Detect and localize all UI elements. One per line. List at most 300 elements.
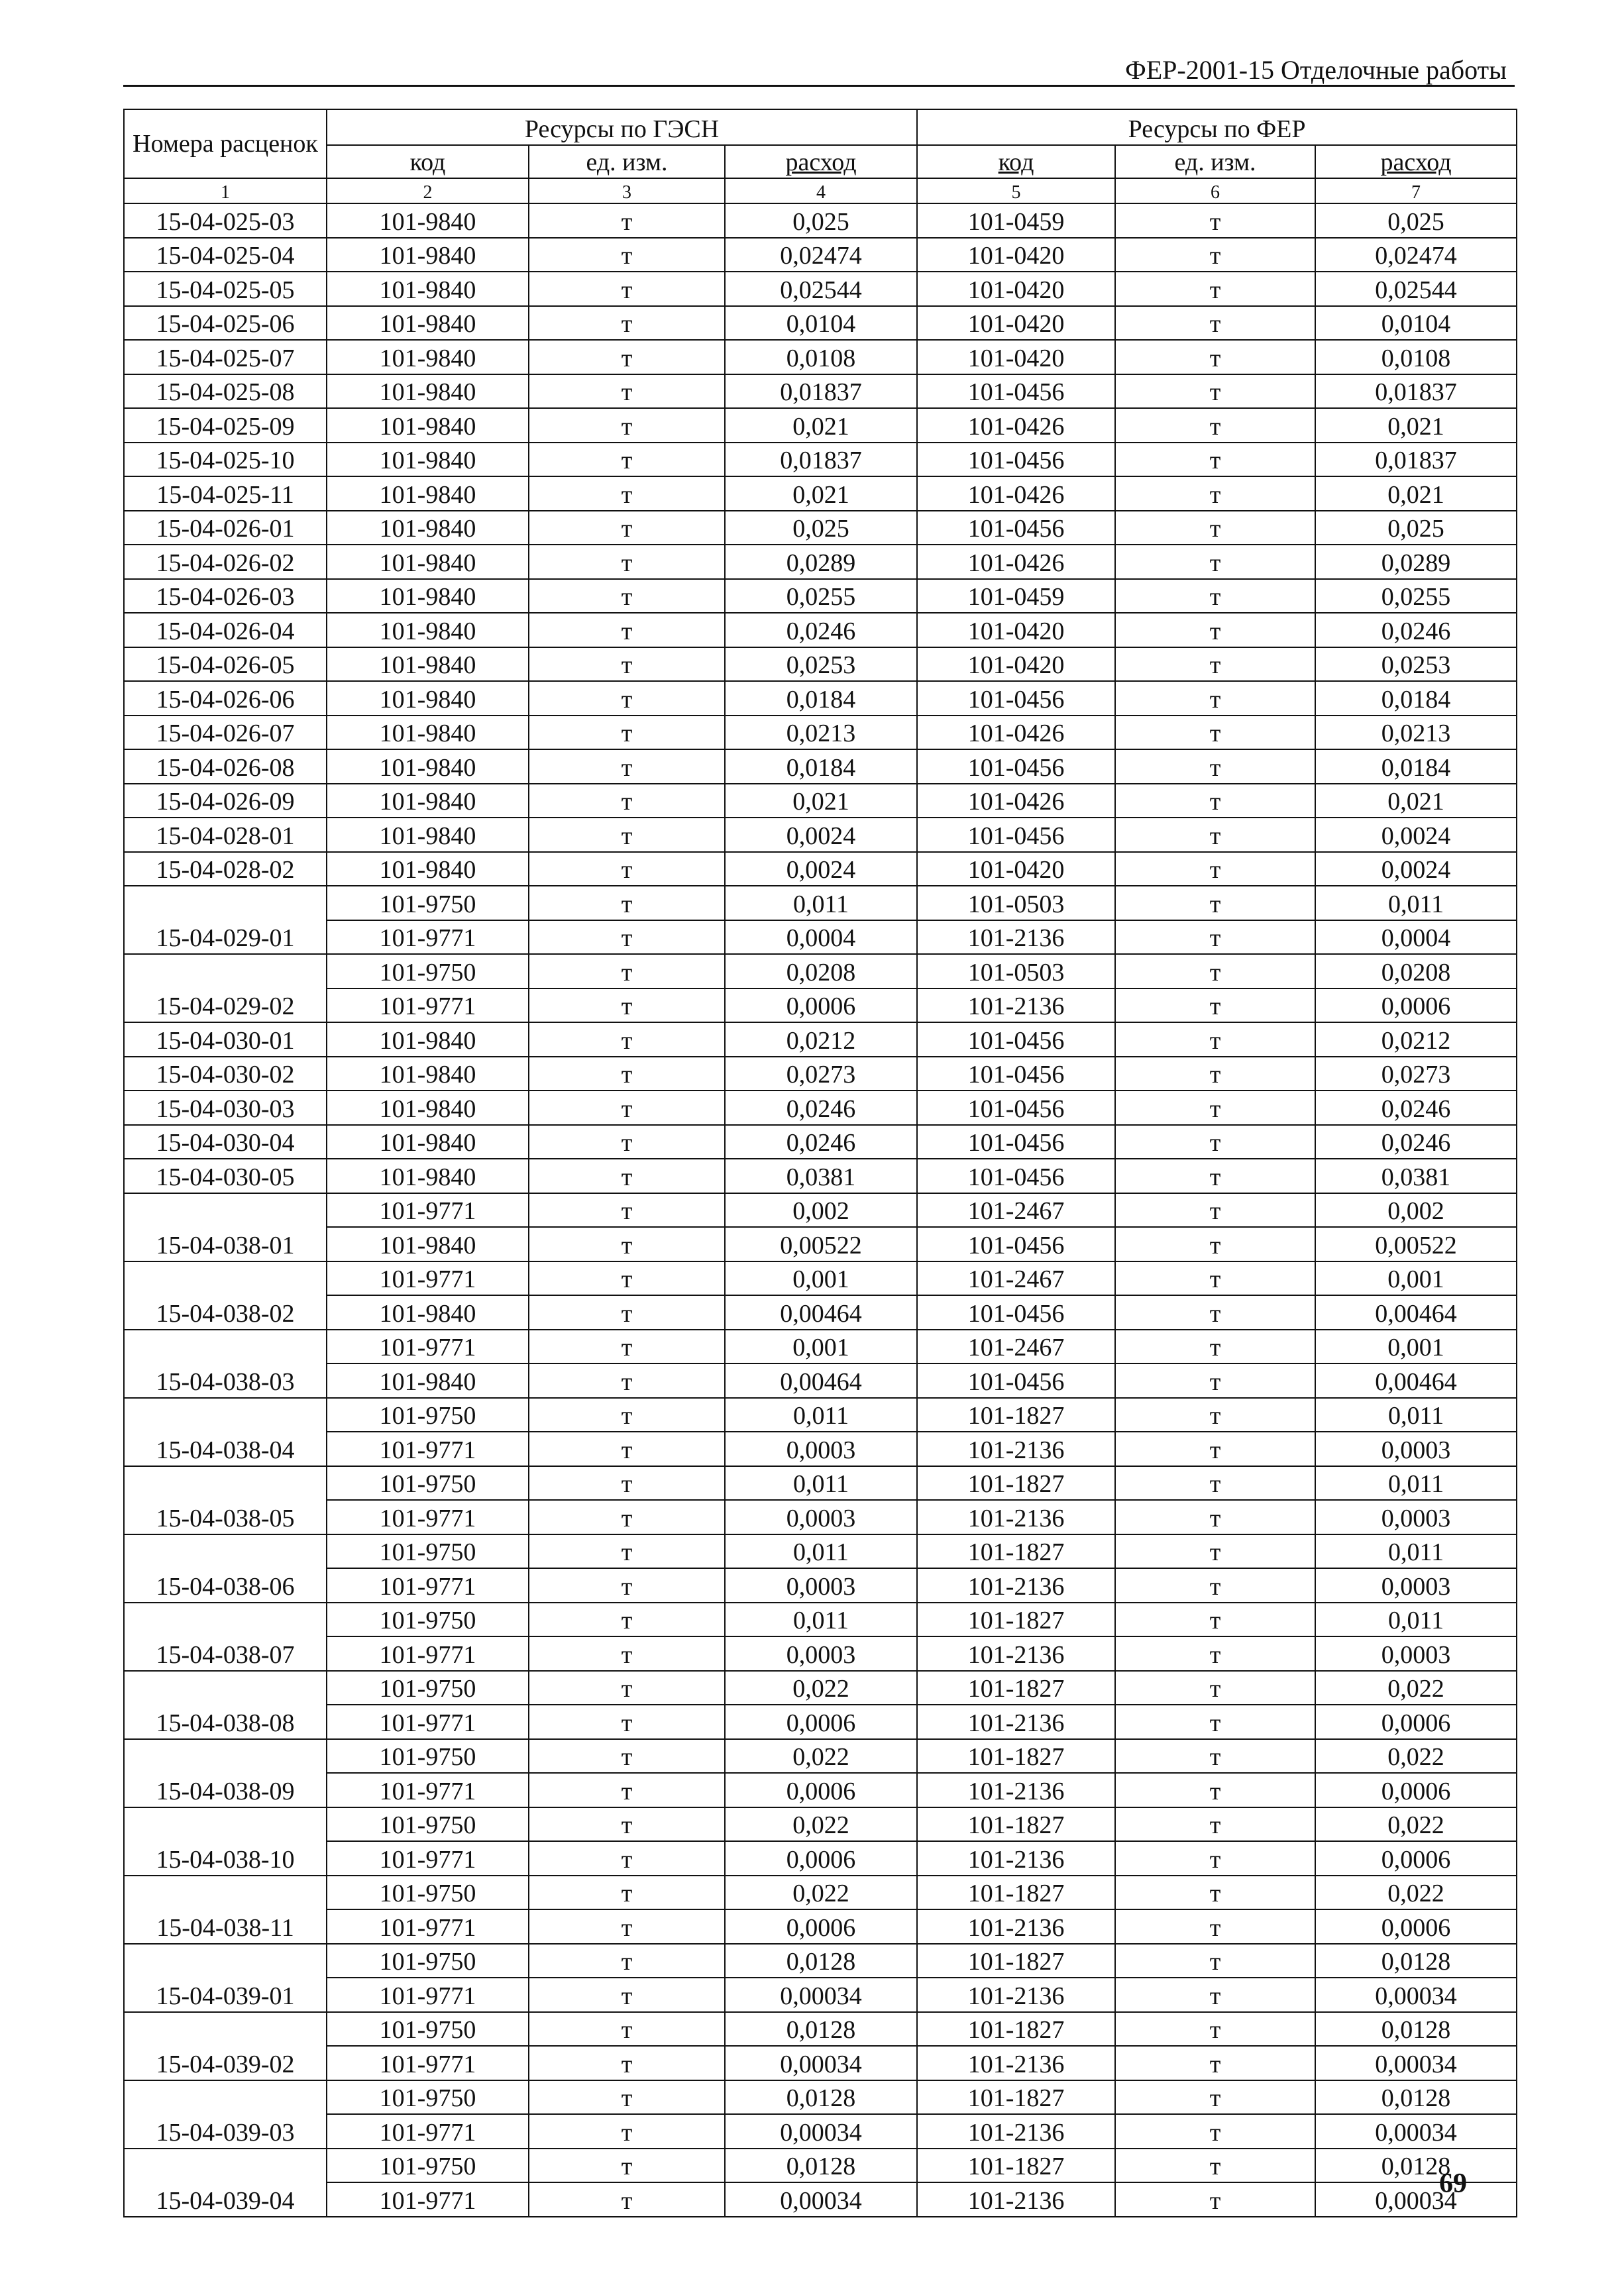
gesn-unit-cell: т [529, 1227, 725, 1261]
gesn-consumption-cell: 0,0003 [725, 1500, 917, 1534]
gesn-unit-cell: т [529, 681, 725, 716]
fer-code-cell: 101-0420 [917, 306, 1115, 341]
table-row [124, 647, 1517, 682]
rate-number-cell: 15-04-039-02 [124, 2012, 327, 2080]
gesn-unit-cell: т [529, 1432, 725, 1466]
gesn-code-cell: 101-9840 [327, 408, 529, 443]
fer-unit-cell: т [1115, 1193, 1315, 1228]
gesn-consumption-cell: 0,0003 [725, 1636, 917, 1671]
gesn-code-cell: 101-9840 [327, 579, 529, 613]
gesn-code-cell: 101-9840 [327, 1363, 529, 1398]
gesn-unit-cell: т [529, 306, 725, 341]
gesn-consumption-cell: 0,011 [725, 1534, 917, 1569]
gesn-consumption-cell: 0,0213 [725, 716, 917, 750]
gesn-unit-cell: т [529, 1466, 725, 1501]
fer-code-cell: 101-0456 [917, 749, 1115, 784]
fer-unit-cell: т [1115, 1705, 1315, 1739]
column-number-cell: 3 [529, 178, 725, 203]
fer-consumption-cell: 0,021 [1315, 784, 1517, 818]
gesn-consumption-cell: 0,0381 [725, 1159, 917, 1193]
fer-code-cell: 101-1827 [917, 2080, 1115, 2115]
fer-unit-cell: т [1115, 1227, 1315, 1261]
fer-consumption-cell: 0,0128 [1315, 2080, 1517, 2115]
gesn-code-cell: 101-9771 [327, 2046, 529, 2080]
gesn-code-cell: 101-9771 [327, 1330, 529, 1364]
table-row [124, 1978, 1517, 2012]
table-row [124, 2080, 1517, 2115]
fer-consumption-cell: 0,022 [1315, 1876, 1517, 1910]
fer-unit-cell: т [1115, 1739, 1315, 1774]
fer-consumption-cell: 0,0128 [1315, 2012, 1517, 2047]
fer-unit-cell: т [1115, 886, 1315, 920]
fer-unit-header: ед. изм. [1115, 145, 1315, 178]
fer-consumption-cell: 0,00034 [1315, 2182, 1517, 2217]
fer-code-cell: 101-2467 [917, 1193, 1115, 1228]
gesn-unit-cell: т [529, 1330, 725, 1364]
table-row [124, 784, 1517, 818]
fer-code-cell: 101-0456 [917, 1363, 1115, 1398]
gesn-code-cell: 101-9840 [327, 1227, 529, 1261]
fer-code-cell: 101-0426 [917, 716, 1115, 750]
fer-code-cell: 101-2136 [917, 2046, 1115, 2080]
gesn-consumption-cell: 0,02474 [725, 238, 917, 272]
rate-number-cell: 15-04-030-02 [124, 1057, 327, 1091]
fer-code-cell: 101-1827 [917, 2149, 1115, 2183]
rate-number-cell: 15-04-030-04 [124, 1125, 327, 1159]
rate-number-cell: 15-04-026-07 [124, 716, 327, 750]
gesn-consumption-cell: 0,0246 [725, 613, 917, 647]
fer-unit-cell: т [1115, 306, 1315, 341]
fer-consumption-cell: 0,0246 [1315, 1091, 1517, 1125]
table-row [124, 1022, 1517, 1057]
gesn-consumption-cell: 0,0003 [725, 1432, 917, 1466]
gesn-consumption-cell: 0,00522 [725, 1227, 917, 1261]
gesn-consumption-cell: 0,0006 [725, 988, 917, 1023]
fer-unit-cell: т [1115, 408, 1315, 443]
fer-consumption-cell: 0,0128 [1315, 2149, 1517, 2183]
table-row [124, 1125, 1517, 1159]
gesn-consumption-cell: 0,0253 [725, 647, 917, 682]
gesn-code-cell: 101-9750 [327, 1944, 529, 1978]
table-body [124, 203, 1517, 2217]
gesn-consumption-cell: 0,0128 [725, 2080, 917, 2115]
rate-number-cell: 15-04-038-06 [124, 1534, 327, 1603]
fer-code-cell: 101-0420 [917, 613, 1115, 647]
table-row [124, 1568, 1517, 1603]
fer-unit-cell: т [1115, 1330, 1315, 1364]
gesn-consumption-cell: 0,001 [725, 1330, 917, 1364]
gesn-consumption-cell: 0,0246 [725, 1125, 917, 1159]
gesn-consumption-cell: 0,0208 [725, 954, 917, 988]
gesn-unit-cell: т [529, 1636, 725, 1671]
fer-consumption-cell: 0,0128 [1315, 1944, 1517, 1978]
gesn-code-cell: 101-9771 [327, 1773, 529, 1807]
gesn-unit-cell: т [529, 476, 725, 511]
gesn-unit-cell: т [529, 511, 725, 545]
table-row [124, 954, 1517, 988]
table-row [124, 579, 1517, 613]
fer-unit-cell: т [1115, 1500, 1315, 1534]
gesn-unit-cell: т [529, 1398, 725, 1432]
fer-unit-cell: т [1115, 1841, 1315, 1876]
table-row [124, 2149, 1517, 2183]
rate-number-cell: 15-04-026-03 [124, 579, 327, 613]
gesn-consumption-cell: 0,025 [725, 511, 917, 545]
gesn-consumption-cell: 0,025 [725, 203, 917, 238]
fer-unit-cell: т [1115, 579, 1315, 613]
fer-code-cell: 101-0503 [917, 886, 1115, 920]
gesn-consumption-cell: 0,021 [725, 408, 917, 443]
gesn-consumption-cell: 0,02544 [725, 272, 917, 306]
fer-unit-cell: т [1115, 1466, 1315, 1501]
table-row [124, 1159, 1517, 1193]
table-row [124, 988, 1517, 1023]
fer-code-cell: 101-1827 [917, 1739, 1115, 1774]
gesn-consumption-cell: 0,0212 [725, 1022, 917, 1057]
fer-code-cell: 101-2136 [917, 2114, 1115, 2149]
fer-consumption-cell: 0,001 [1315, 1261, 1517, 1296]
gesn-unit-cell: т [529, 2046, 725, 2080]
fer-consumption-cell: 0,021 [1315, 476, 1517, 511]
gesn-code-cell: 101-9840 [327, 1159, 529, 1193]
table-row [124, 340, 1517, 374]
rate-number-cell: 15-04-039-04 [124, 2149, 327, 2217]
gesn-code-cell: 101-9750 [327, 954, 529, 988]
gesn-unit-cell: т [529, 1773, 725, 1807]
table-row [124, 2012, 1517, 2047]
gesn-unit-cell: т [529, 988, 725, 1023]
rate-number-cell: 15-04-038-09 [124, 1739, 327, 1807]
page-number: 69 [1439, 2168, 1467, 2199]
gesn-unit-cell: т [529, 1261, 725, 1296]
gesn-code-cell: 101-9840 [327, 1091, 529, 1125]
table-row [124, 886, 1517, 920]
gesn-unit-cell: т [529, 2012, 725, 2047]
gesn-code-cell: 101-9750 [327, 886, 529, 920]
gesn-unit-cell: т [529, 954, 725, 988]
fer-code-cell: 101-0426 [917, 476, 1115, 511]
fer-unit-cell: т [1115, 1807, 1315, 1842]
fer-consumption-cell: 0,0253 [1315, 647, 1517, 682]
fer-consumption-cell: 0,002 [1315, 1193, 1517, 1228]
rate-number-cell: 15-04-028-01 [124, 818, 327, 852]
table-row [124, 920, 1517, 955]
fer-unit-cell: т [1115, 988, 1315, 1023]
gesn-consumption-cell: 0,0273 [725, 1057, 917, 1091]
gesn-unit-cell: т [529, 749, 725, 784]
gesn-unit-cell: т [529, 1739, 725, 1774]
fer-code-cell: 101-1827 [917, 1603, 1115, 1637]
fer-consumption-cell: 0,0212 [1315, 1022, 1517, 1057]
gesn-consumption-cell: 0,002 [725, 1193, 917, 1228]
fer-code-cell: 101-1827 [917, 1534, 1115, 1569]
rate-number-cell: 15-04-038-11 [124, 1876, 327, 1944]
rate-number-cell: 15-04-030-01 [124, 1022, 327, 1057]
table-row [124, 1636, 1517, 1671]
gesn-code-cell: 101-9840 [327, 1295, 529, 1330]
fer-consumption-cell: 0,0006 [1315, 988, 1517, 1023]
gesn-unit-cell: т [529, 272, 725, 306]
table-row [124, 1773, 1517, 1807]
rate-number-cell: 15-04-039-03 [124, 2080, 327, 2149]
gesn-code-cell: 101-9750 [327, 1534, 529, 1569]
gesn-unit-cell: т [529, 408, 725, 443]
fer-consumption-cell: 0,01837 [1315, 443, 1517, 477]
gesn-consumption-cell: 0,011 [725, 1398, 917, 1432]
gesn-code-cell: 101-9840 [327, 272, 529, 306]
fer-consumption-cell: 0,0104 [1315, 306, 1517, 341]
gesn-code-cell: 101-9840 [327, 443, 529, 477]
column-number-cell: 4 [725, 178, 917, 203]
fer-consumption-cell: 0,022 [1315, 1671, 1517, 1705]
gesn-unit-cell: т [529, 203, 725, 238]
table-row [124, 476, 1517, 511]
fer-consumption-cell: 0,0208 [1315, 954, 1517, 988]
gesn-unit-cell: т [529, 886, 725, 920]
gesn-unit-cell: т [529, 1705, 725, 1739]
gesn-consumption-cell: 0,011 [725, 1466, 917, 1501]
fer-code-cell: 101-2136 [917, 1909, 1115, 1944]
gesn-code-cell: 101-9840 [327, 340, 529, 374]
rate-number-cell: 15-04-038-07 [124, 1603, 327, 1671]
gesn-code-cell: 101-9840 [327, 374, 529, 409]
rate-number-cell: 15-04-038-10 [124, 1807, 327, 1876]
rate-number-cell: 15-04-029-01 [124, 886, 327, 954]
rate-number-cell: 15-04-025-03 [124, 203, 327, 238]
rate-number-cell: 15-04-030-05 [124, 1159, 327, 1193]
gesn-unit-cell: т [529, 1978, 725, 2012]
gesn-code-cell: 101-9750 [327, 2080, 529, 2115]
fer-unit-cell: т [1115, 1671, 1315, 1705]
gesn-consumption-cell: 0,0006 [725, 1773, 917, 1807]
table-row [124, 272, 1517, 306]
fer-consumption-cell: 0,01837 [1315, 374, 1517, 409]
gesn-unit-cell: т [529, 1091, 725, 1125]
fer-consumption-cell: 0,0024 [1315, 852, 1517, 886]
fer-consumption-cell: 0,0006 [1315, 1841, 1517, 1876]
fer-unit-cell: т [1115, 1432, 1315, 1466]
gesn-unit-cell: т [529, 1193, 725, 1228]
gesn-consumption-cell: 0,00034 [725, 2182, 917, 2217]
gesn-code-cell: 101-9840 [327, 511, 529, 545]
fer-unit-cell: т [1115, 681, 1315, 716]
table-row [124, 545, 1517, 579]
fer-consumption-cell: 0,025 [1315, 203, 1517, 238]
gesn-unit-cell: т [529, 2182, 725, 2217]
resources-table [123, 109, 1517, 2217]
gesn-unit-cell: т [529, 613, 725, 647]
fer-code-cell: 101-1827 [917, 1398, 1115, 1432]
table-row [124, 1876, 1517, 1910]
table-row [124, 2114, 1517, 2149]
gesn-consumption-cell: 0,022 [725, 1671, 917, 1705]
gesn-unit-cell: т [529, 1363, 725, 1398]
fer-unit-cell: т [1115, 1603, 1315, 1637]
fer-unit-cell: т [1115, 476, 1315, 511]
fer-unit-cell: т [1115, 1159, 1315, 1193]
gesn-unit-cell: т [529, 1807, 725, 1842]
fer-consumption-cell: 0,011 [1315, 886, 1517, 920]
fer-consumption-cell: 0,0108 [1315, 340, 1517, 374]
gesn-unit-cell: т [529, 784, 725, 818]
table-row [124, 2182, 1517, 2217]
fer-consumption-cell: 0,0289 [1315, 545, 1517, 579]
table-row [124, 1398, 1517, 1432]
fer-unit-cell: т [1115, 1534, 1315, 1569]
fer-unit-cell: т [1115, 1057, 1315, 1091]
gesn-code-cell: 101-9840 [327, 647, 529, 682]
fer-code-cell: 101-0426 [917, 408, 1115, 443]
fer-code-cell: 101-0456 [917, 374, 1115, 409]
gesn-unit-cell: т [529, 716, 725, 750]
fer-code-cell: 101-0456 [917, 818, 1115, 852]
fer-unit-cell: т [1115, 1773, 1315, 1807]
fer-consumption-cell: 0,0213 [1315, 716, 1517, 750]
table-row [124, 1603, 1517, 1637]
gesn-code-cell: 101-9840 [327, 1057, 529, 1091]
gesn-code-cell: 101-9750 [327, 1739, 529, 1774]
fer-code-cell: 101-2136 [917, 1432, 1115, 1466]
fer-code-cell: 101-1827 [917, 1671, 1115, 1705]
gesn-code-cell: 101-9771 [327, 1432, 529, 1466]
fer-unit-cell: т [1115, 340, 1315, 374]
rate-number-cell: 15-04-026-02 [124, 545, 327, 579]
fer-consumption-cell: 0,0255 [1315, 579, 1517, 613]
fer-unit-cell: т [1115, 2114, 1315, 2149]
fer-unit-cell: т [1115, 511, 1315, 545]
gesn-code-cell: 101-9750 [327, 1398, 529, 1432]
rate-numbers-header-text: Номера расценок [133, 130, 318, 158]
gesn-consumption-cell: 0,0289 [725, 545, 917, 579]
gesn-consumption-cell: 0,021 [725, 476, 917, 511]
fer-unit-cell: т [1115, 749, 1315, 784]
gesn-unit-cell: т [529, 1057, 725, 1091]
fer-consumption-cell: 0,0246 [1315, 613, 1517, 647]
column-number-cell: 1 [124, 178, 327, 203]
fer-unit-cell: т [1115, 2149, 1315, 2183]
fer-consumption-cell: 0,00464 [1315, 1295, 1517, 1330]
gesn-code-cell: 101-9750 [327, 2012, 529, 2047]
gesn-unit-cell: т [529, 1671, 725, 1705]
gesn-code-header: код [327, 145, 529, 178]
fer-consumption-cell: 0,0006 [1315, 1773, 1517, 1807]
fer-unit-cell: т [1115, 203, 1315, 238]
gesn-code-cell: 101-9840 [327, 306, 529, 341]
gesn-consumption-cell: 0,001 [725, 1261, 917, 1296]
rate-number-cell: 15-04-025-07 [124, 340, 327, 374]
gesn-consumption-cell: 0,0004 [725, 920, 917, 955]
table-row [124, 1807, 1517, 1842]
gesn-unit-cell: т [529, 579, 725, 613]
fer-consumption-header: расход [1315, 145, 1517, 178]
fer-code-cell: 101-0420 [917, 852, 1115, 886]
fer-code-cell: 101-0420 [917, 272, 1115, 306]
fer-unit-cell: т [1115, 852, 1315, 886]
fer-consumption-cell: 0,0246 [1315, 1125, 1517, 1159]
table-row [124, 716, 1517, 750]
fer-unit-cell: т [1115, 1978, 1315, 2012]
fer-unit-cell: т [1115, 272, 1315, 306]
gesn-consumption-cell: 0,0006 [725, 1841, 917, 1876]
fer-unit-cell: т [1115, 613, 1315, 647]
table-row [124, 408, 1517, 443]
gesn-unit-cell: т [529, 647, 725, 682]
fer-code-cell: 101-2136 [917, 1568, 1115, 1603]
gesn-unit-cell: т [529, 2114, 725, 2149]
table-row [124, 1739, 1517, 1774]
fer-code-cell: 101-1827 [917, 1876, 1115, 1910]
gesn-code-cell: 101-9771 [327, 1568, 529, 1603]
gesn-consumption-header: расход [725, 145, 917, 178]
fer-code-cell: 101-0456 [917, 1057, 1115, 1091]
fer-unit-cell: т [1115, 374, 1315, 409]
fer-group-header: Ресурсы по ФЕР [917, 109, 1517, 145]
fer-consumption-cell: 0,025 [1315, 511, 1517, 545]
fer-code-cell: 101-0456 [917, 1227, 1115, 1261]
fer-code-cell: 101-0456 [917, 1159, 1115, 1193]
table-row [124, 1057, 1517, 1091]
fer-code-cell: 101-2136 [917, 1705, 1115, 1739]
fer-consumption-cell: 0,0273 [1315, 1057, 1517, 1091]
gesn-unit-cell: т [529, 2080, 725, 2115]
fer-code-cell: 101-0426 [917, 784, 1115, 818]
fer-consumption-cell: 0,022 [1315, 1739, 1517, 1774]
gesn-consumption-cell: 0,0104 [725, 306, 917, 341]
fer-consumption-cell: 0,0006 [1315, 1705, 1517, 1739]
fer-code-cell: 101-2136 [917, 1773, 1115, 1807]
fer-consumption-cell: 0,02474 [1315, 238, 1517, 272]
fer-code-cell: 101-0459 [917, 203, 1115, 238]
fer-code-cell: 101-0456 [917, 1091, 1115, 1125]
fer-code-cell: 101-2136 [917, 2182, 1115, 2217]
gesn-code-cell: 101-9750 [327, 1671, 529, 1705]
gesn-unit-cell: т [529, 1841, 725, 1876]
rate-number-cell: 15-04-039-01 [124, 1944, 327, 2012]
fer-unit-cell: т [1115, 818, 1315, 852]
table-row [124, 1227, 1517, 1261]
gesn-unit-cell: т [529, 1534, 725, 1569]
fer-consumption-cell: 0,011 [1315, 1398, 1517, 1432]
gesn-code-cell: 101-9771 [327, 988, 529, 1023]
table-row [124, 1432, 1517, 1466]
column-number-cell: 2 [327, 178, 529, 203]
gesn-consumption-cell: 0,0006 [725, 1705, 917, 1739]
fer-code-cell: 101-2136 [917, 920, 1115, 955]
column-number-cell: 7 [1315, 178, 1517, 203]
fer-unit-cell: т [1115, 647, 1315, 682]
fer-consumption-cell: 0,0003 [1315, 1500, 1517, 1534]
gesn-consumption-cell: 0,011 [725, 1603, 917, 1637]
table-row [124, 238, 1517, 272]
fer-consumption-cell: 0,022 [1315, 1807, 1517, 1842]
gesn-code-cell: 101-9840 [327, 749, 529, 784]
fer-unit-cell: т [1115, 1876, 1315, 1910]
table-row [124, 511, 1517, 545]
fer-consumption-cell: 0,00034 [1315, 2114, 1517, 2149]
gesn-code-cell: 101-9771 [327, 1841, 529, 1876]
gesn-code-cell: 101-9771 [327, 1261, 529, 1296]
table-row [124, 2046, 1517, 2080]
table-row [124, 1363, 1517, 1398]
fer-code-cell: 101-1827 [917, 2012, 1115, 2047]
gesn-code-cell: 101-9771 [327, 1705, 529, 1739]
fer-consumption-cell: 0,021 [1315, 408, 1517, 443]
gesn-unit-cell: т [529, 920, 725, 955]
gesn-unit-cell: т [529, 443, 725, 477]
gesn-consumption-cell: 0,0128 [725, 2149, 917, 2183]
gesn-unit-cell: т [529, 1568, 725, 1603]
gesn-code-cell: 101-9771 [327, 920, 529, 955]
